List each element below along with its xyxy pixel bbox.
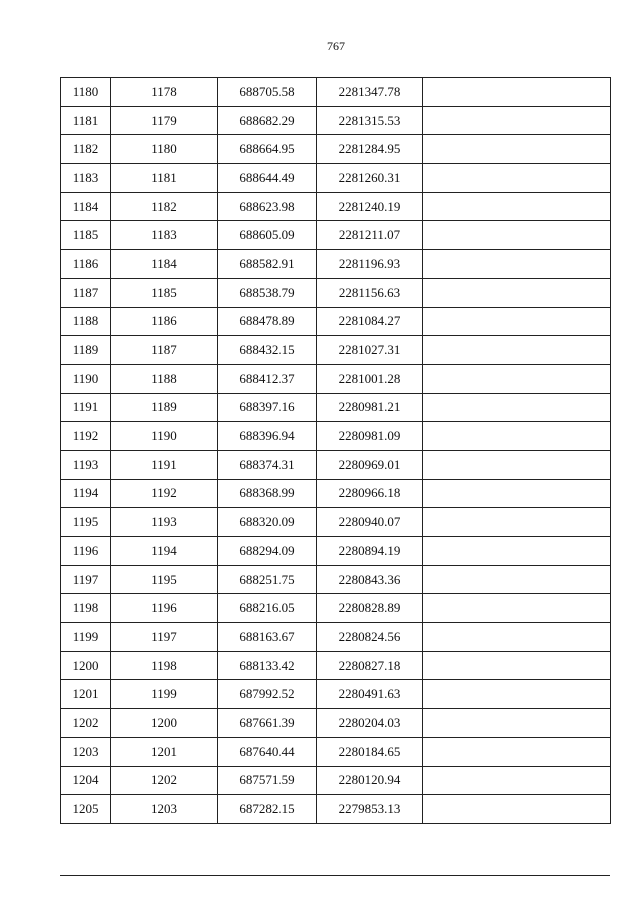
notes-cell xyxy=(423,537,611,566)
notes-cell xyxy=(423,479,611,508)
y-coordinate-cell: 2281211.07 xyxy=(317,221,423,250)
y-coordinate-cell: 2280966.18 xyxy=(317,479,423,508)
notes-cell xyxy=(423,450,611,479)
y-coordinate-cell: 2281284.95 xyxy=(317,135,423,164)
x-coordinate-cell: 687640.44 xyxy=(218,737,317,766)
point-number-cell: 1203 xyxy=(111,795,218,824)
y-coordinate-cell: 2280184.65 xyxy=(317,737,423,766)
coordinates-table xyxy=(60,77,611,824)
row-index-cell: 1189 xyxy=(61,336,111,365)
point-number-cell: 1189 xyxy=(111,393,218,422)
x-coordinate-cell: 687282.15 xyxy=(218,795,317,824)
notes-cell xyxy=(423,164,611,193)
row-index-cell: 1195 xyxy=(61,508,111,537)
x-coordinate-cell: 688478.89 xyxy=(218,307,317,336)
table-row xyxy=(61,594,611,623)
y-coordinate-cell: 2280828.89 xyxy=(317,594,423,623)
table-row xyxy=(61,78,611,107)
row-index-cell: 1181 xyxy=(61,106,111,135)
table-row xyxy=(61,250,611,279)
y-coordinate-cell: 2280981.21 xyxy=(317,393,423,422)
x-coordinate-cell: 688682.29 xyxy=(218,106,317,135)
notes-cell xyxy=(423,795,611,824)
y-coordinate-cell: 2281084.27 xyxy=(317,307,423,336)
notes-cell xyxy=(423,651,611,680)
x-coordinate-cell: 687571.59 xyxy=(218,766,317,795)
point-number-cell: 1198 xyxy=(111,651,218,680)
point-number-cell: 1181 xyxy=(111,164,218,193)
x-coordinate-cell: 687992.52 xyxy=(218,680,317,709)
table-row xyxy=(61,651,611,680)
table-row xyxy=(61,336,611,365)
row-index-cell: 1202 xyxy=(61,709,111,738)
table-row xyxy=(61,479,611,508)
x-coordinate-cell: 688133.42 xyxy=(218,651,317,680)
notes-cell xyxy=(423,680,611,709)
point-number-cell: 1197 xyxy=(111,623,218,652)
point-number-cell: 1192 xyxy=(111,479,218,508)
point-number-cell: 1196 xyxy=(111,594,218,623)
table-row xyxy=(61,364,611,393)
y-coordinate-cell: 2281027.31 xyxy=(317,336,423,365)
table-row xyxy=(61,192,611,221)
point-number-cell: 1180 xyxy=(111,135,218,164)
x-coordinate-cell: 688294.09 xyxy=(218,537,317,566)
y-coordinate-cell: 2281196.93 xyxy=(317,250,423,279)
row-index-cell: 1180 xyxy=(61,78,111,107)
notes-cell xyxy=(423,709,611,738)
x-coordinate-cell: 688538.79 xyxy=(218,278,317,307)
y-coordinate-cell: 2280894.19 xyxy=(317,537,423,566)
y-coordinate-cell: 2280827.18 xyxy=(317,651,423,680)
table-row xyxy=(61,164,611,193)
table-row xyxy=(61,278,611,307)
point-number-cell: 1190 xyxy=(111,422,218,451)
x-coordinate-cell: 688163.67 xyxy=(218,623,317,652)
x-coordinate-cell: 688320.09 xyxy=(218,508,317,537)
notes-cell xyxy=(423,565,611,594)
row-index-cell: 1203 xyxy=(61,737,111,766)
y-coordinate-cell: 2281260.31 xyxy=(317,164,423,193)
table-row xyxy=(61,422,611,451)
x-coordinate-cell: 688582.91 xyxy=(218,250,317,279)
y-coordinate-cell: 2281001.28 xyxy=(317,364,423,393)
x-coordinate-cell: 688432.15 xyxy=(218,336,317,365)
x-coordinate-cell: 688368.99 xyxy=(218,479,317,508)
row-index-cell: 1187 xyxy=(61,278,111,307)
x-coordinate-cell: 688705.58 xyxy=(218,78,317,107)
y-coordinate-cell: 2281315.53 xyxy=(317,106,423,135)
notes-cell xyxy=(423,422,611,451)
notes-cell xyxy=(423,737,611,766)
x-coordinate-cell: 688664.95 xyxy=(218,135,317,164)
table-row xyxy=(61,307,611,336)
notes-cell xyxy=(423,250,611,279)
point-number-cell: 1195 xyxy=(111,565,218,594)
table-row xyxy=(61,508,611,537)
row-index-cell: 1185 xyxy=(61,221,111,250)
point-number-cell: 1201 xyxy=(111,737,218,766)
point-number-cell: 1184 xyxy=(111,250,218,279)
table-row xyxy=(61,393,611,422)
row-index-cell: 1190 xyxy=(61,364,111,393)
point-number-cell: 1179 xyxy=(111,106,218,135)
y-coordinate-cell: 2280981.09 xyxy=(317,422,423,451)
point-number-cell: 1178 xyxy=(111,78,218,107)
y-coordinate-cell: 2280491.63 xyxy=(317,680,423,709)
row-index-cell: 1201 xyxy=(61,680,111,709)
notes-cell xyxy=(423,278,611,307)
x-coordinate-cell: 688644.49 xyxy=(218,164,317,193)
row-index-cell: 1186 xyxy=(61,250,111,279)
row-index-cell: 1205 xyxy=(61,795,111,824)
row-index-cell: 1192 xyxy=(61,422,111,451)
point-number-cell: 1199 xyxy=(111,680,218,709)
table-row xyxy=(61,537,611,566)
notes-cell xyxy=(423,393,611,422)
row-index-cell: 1196 xyxy=(61,537,111,566)
x-coordinate-cell: 688396.94 xyxy=(218,422,317,451)
table-row xyxy=(61,221,611,250)
notes-cell xyxy=(423,364,611,393)
table-row xyxy=(61,680,611,709)
notes-cell xyxy=(423,508,611,537)
notes-cell xyxy=(423,135,611,164)
point-number-cell: 1200 xyxy=(111,709,218,738)
row-index-cell: 1194 xyxy=(61,479,111,508)
x-coordinate-cell: 688251.75 xyxy=(218,565,317,594)
y-coordinate-cell: 2281347.78 xyxy=(317,78,423,107)
point-number-cell: 1194 xyxy=(111,537,218,566)
point-number-cell: 1202 xyxy=(111,766,218,795)
y-coordinate-cell: 2280969.01 xyxy=(317,450,423,479)
y-coordinate-cell: 2280824.56 xyxy=(317,623,423,652)
table-row xyxy=(61,135,611,164)
row-index-cell: 1182 xyxy=(61,135,111,164)
row-index-cell: 1183 xyxy=(61,164,111,193)
table-row xyxy=(61,623,611,652)
y-coordinate-cell: 2280204.03 xyxy=(317,709,423,738)
table-row xyxy=(61,709,611,738)
table-body xyxy=(61,78,611,824)
row-index-cell: 1188 xyxy=(61,307,111,336)
point-number-cell: 1187 xyxy=(111,336,218,365)
notes-cell xyxy=(423,594,611,623)
notes-cell xyxy=(423,766,611,795)
notes-cell xyxy=(423,307,611,336)
point-number-cell: 1193 xyxy=(111,508,218,537)
footer-rule xyxy=(60,875,610,876)
notes-cell xyxy=(423,221,611,250)
x-coordinate-cell: 688623.98 xyxy=(218,192,317,221)
x-coordinate-cell: 688216.05 xyxy=(218,594,317,623)
row-index-cell: 1191 xyxy=(61,393,111,422)
notes-cell xyxy=(423,78,611,107)
point-number-cell: 1186 xyxy=(111,307,218,336)
row-index-cell: 1200 xyxy=(61,651,111,680)
notes-cell xyxy=(423,106,611,135)
y-coordinate-cell: 2281240.19 xyxy=(317,192,423,221)
point-number-cell: 1182 xyxy=(111,192,218,221)
row-index-cell: 1199 xyxy=(61,623,111,652)
notes-cell xyxy=(423,623,611,652)
row-index-cell: 1197 xyxy=(61,565,111,594)
table-row xyxy=(61,795,611,824)
y-coordinate-cell: 2281156.63 xyxy=(317,278,423,307)
row-index-cell: 1198 xyxy=(61,594,111,623)
table-row xyxy=(61,565,611,594)
y-coordinate-cell: 2280940.07 xyxy=(317,508,423,537)
row-index-cell: 1204 xyxy=(61,766,111,795)
table-row xyxy=(61,766,611,795)
page-number: 767 xyxy=(327,39,345,53)
row-index-cell: 1193 xyxy=(61,450,111,479)
table-row xyxy=(61,106,611,135)
point-number-cell: 1191 xyxy=(111,450,218,479)
table-row xyxy=(61,737,611,766)
notes-cell xyxy=(423,192,611,221)
x-coordinate-cell: 688374.31 xyxy=(218,450,317,479)
x-coordinate-cell: 688605.09 xyxy=(218,221,317,250)
x-coordinate-cell: 687661.39 xyxy=(218,709,317,738)
point-number-cell: 1183 xyxy=(111,221,218,250)
point-number-cell: 1185 xyxy=(111,278,218,307)
row-index-cell: 1184 xyxy=(61,192,111,221)
table-row xyxy=(61,450,611,479)
point-number-cell: 1188 xyxy=(111,364,218,393)
x-coordinate-cell: 688397.16 xyxy=(218,393,317,422)
notes-cell xyxy=(423,336,611,365)
x-coordinate-cell: 688412.37 xyxy=(218,364,317,393)
y-coordinate-cell: 2279853.13 xyxy=(317,795,423,824)
y-coordinate-cell: 2280120.94 xyxy=(317,766,423,795)
y-coordinate-cell: 2280843.36 xyxy=(317,565,423,594)
